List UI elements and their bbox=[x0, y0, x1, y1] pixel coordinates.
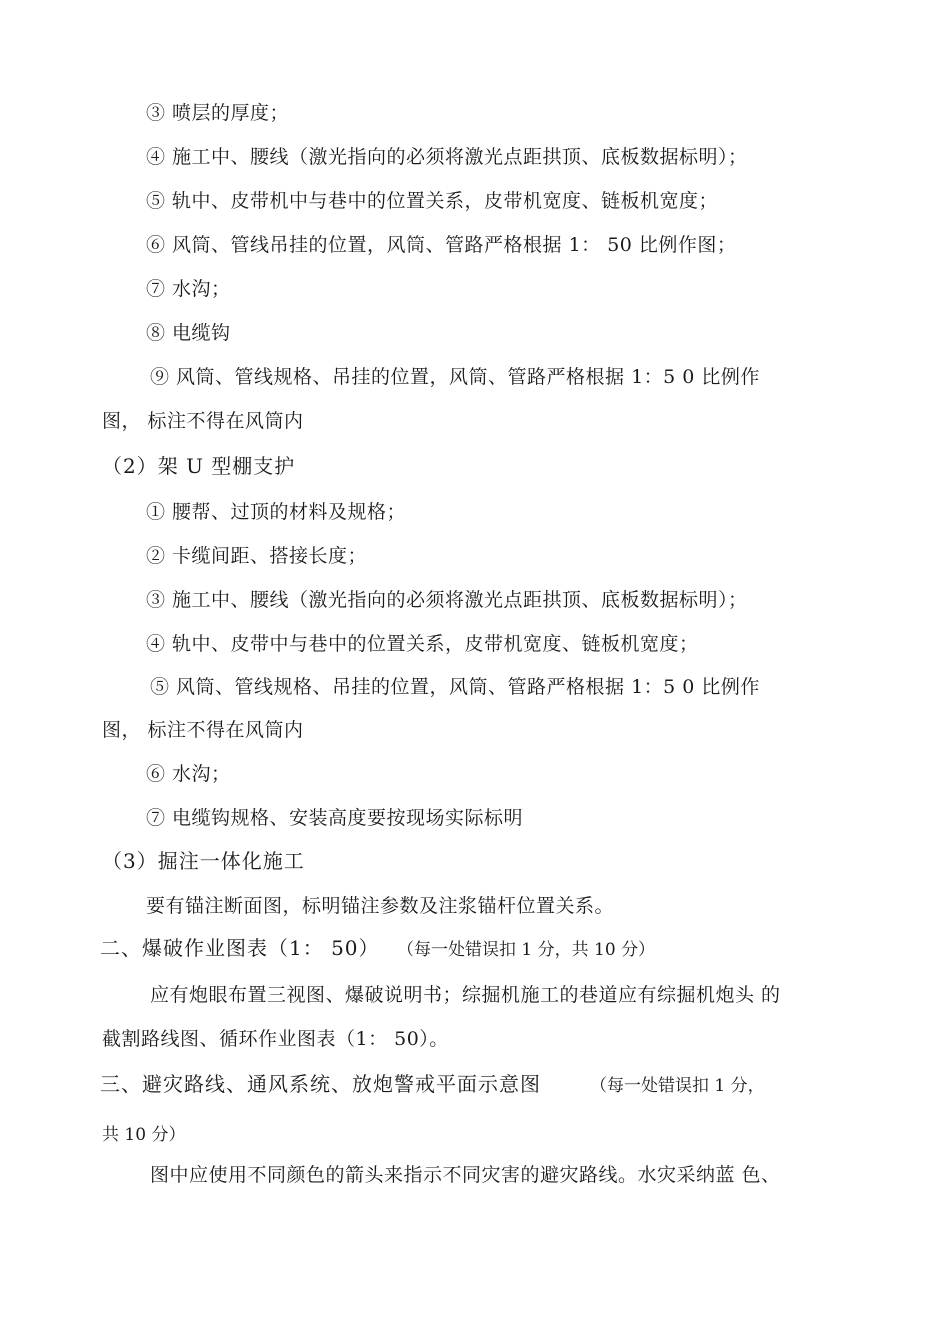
text-line: ⑧ 电缆钩 bbox=[146, 322, 231, 344]
text-line: ⑤ 风筒、管线规格、吊挂的位置，风筒、管路严格根据 1：5 0 比例作 bbox=[150, 676, 760, 698]
scoring-note: （每一处错误扣 1 分， bbox=[590, 1076, 765, 1096]
text-line: 图， 标注不得在风筒内 bbox=[102, 410, 304, 432]
section-heading: 三、避灾路线、通风系统、放炮警戒平面示意图 bbox=[100, 1072, 541, 1096]
text-line: ⑦ 电缆钩规格、安装高度要按现场实际标明 bbox=[146, 807, 524, 829]
text-line: ① 腰帮、过顶的材料及规格； bbox=[146, 501, 407, 523]
text-line: 图中应使用不同颜色的箭头来指示不同灾害的避灾路线。水灾采纳蓝 色、 bbox=[150, 1164, 781, 1186]
text-line: ⑥ 水沟； bbox=[146, 763, 231, 785]
section-heading: （3）掘注一体化施工 bbox=[102, 849, 305, 873]
text-line: 截割路线图、循环作业图表（1： 50）。 bbox=[102, 1028, 449, 1050]
text-line: ⑥ 风筒、管线吊挂的位置，风筒、管路严格根据 1： 50 比例作图； bbox=[146, 234, 737, 256]
text-line: ② 卡缆间距、搭接长度； bbox=[146, 545, 368, 567]
text-line: ③ 施工中、腰线（激光指向的必须将激光点距拱顶、底板数据标明）； bbox=[146, 589, 748, 611]
text-line: ⑦ 水沟； bbox=[146, 278, 231, 300]
text-line: ⑤ 轨中、皮带机中与巷中的位置关系，皮带机宽度、链板机宽度； bbox=[146, 190, 719, 212]
text-line: 应有炮眼布置三视图、爆破说明书；综掘机施工的巷道应有综掘机炮头 的 bbox=[150, 984, 781, 1006]
text-line: ⑨ 风筒、管线规格、吊挂的位置，风筒、管路严格根据 1：5 0 比例作 bbox=[150, 366, 760, 388]
text-line: ③ 喷层的厚度； bbox=[146, 102, 290, 124]
text-line: 图， 标注不得在风筒内 bbox=[102, 719, 304, 741]
text-line: ④ 轨中、皮带中与巷中的位置关系，皮带机宽度、链板机宽度； bbox=[146, 633, 699, 655]
section-heading: 二、爆破作业图表（1： 50） bbox=[100, 936, 380, 960]
text-line: ④ 施工中、腰线（激光指向的必须将激光点距拱顶、底板数据标明）； bbox=[146, 146, 748, 168]
scoring-note: 共 10 分） bbox=[102, 1125, 186, 1145]
text-line: 要有锚注断面图，标明锚注参数及注浆锚杆位置关系。 bbox=[146, 895, 615, 917]
section-heading: （2）架 U 型棚支护 bbox=[102, 454, 296, 478]
scoring-note: （每一处错误扣 1 分，共 10 分） bbox=[397, 940, 656, 960]
